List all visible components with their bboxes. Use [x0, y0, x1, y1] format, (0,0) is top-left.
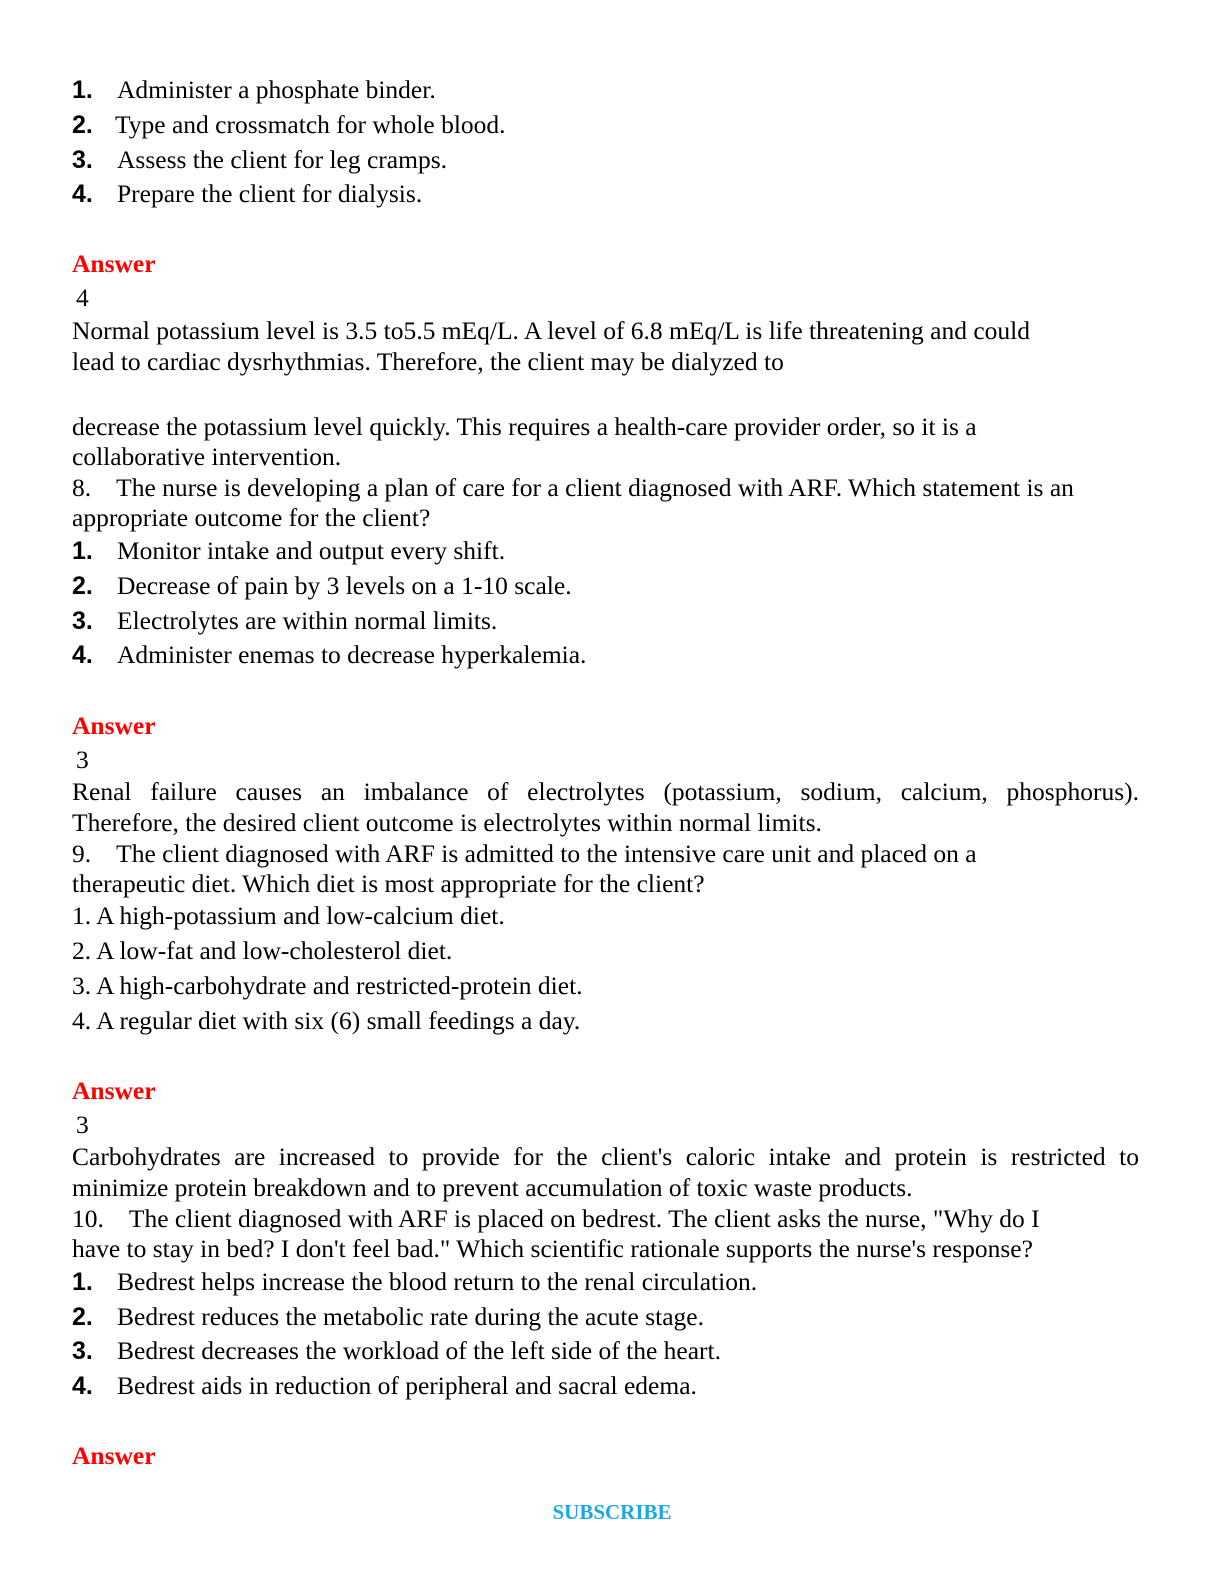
paragraph-line: Normal potassium level is 3.5 to5.5 mEq/L. A level of 6.8 mEq/L is life threatening and could — [72, 316, 1030, 345]
option-text: Administer a phosphate binder. — [117, 75, 436, 104]
option-text: Bedrest decreases the workload of the left side of the heart. — [117, 1336, 721, 1365]
paragraph-line: appropriate outcome for the client? — [72, 503, 431, 532]
paragraph-line: 4. A regular diet with six (6) small feedings a day. — [72, 1006, 581, 1035]
option-number: 3. — [72, 1337, 93, 1365]
paragraph-line: 10. The client diagnosed with ARF is placed on bedrest. The client asks the nurse, "Why do I — [72, 1204, 1040, 1233]
option-number: 2. — [72, 572, 93, 600]
paragraph-line: Renal failure causes an imbalance of electrolytes (potassium, sodium, calcium, phosphorus). — [72, 777, 1139, 806]
option-text: Administer enemas to decrease hyperkalemia. — [117, 640, 587, 669]
paragraph-line: minimize protein breakdown and to prevent accumulation of toxic waste products. — [72, 1173, 913, 1202]
option-number: 1. — [72, 1268, 93, 1296]
answer-value: 3 — [76, 1110, 89, 1139]
option-text: Decrease of pain by 3 levels on a 1-10 scale. — [117, 571, 572, 600]
option-text: Monitor intake and output every shift. — [117, 536, 506, 565]
paragraph-line: 8. The nurse is developing a plan of care for a client diagnosed with ARF. Which statement is an — [72, 473, 1074, 502]
option-number: 3. — [72, 146, 93, 174]
option-number: 4. — [72, 1372, 93, 1400]
subscribe-link[interactable]: SUBSCRIBE — [552, 1500, 672, 1524]
option-number: 1. — [72, 537, 93, 565]
paragraph-line: lead to cardiac dysrhythmias. Therefore, the client may be dialyzed to — [72, 347, 784, 376]
paragraph-line: have to stay in bed? I don't feel bad." Which scientific rationale supports the nurse's response? — [72, 1234, 1033, 1263]
answer-value: 4 — [76, 283, 89, 312]
paragraph-line: 9. The client diagnosed with ARF is admitted to the intensive care unit and placed on a — [72, 839, 977, 868]
paragraph-line: decrease the potassium level quickly. This requires a health-care provider order, so it is a — [72, 412, 977, 441]
option-text: Assess the client for leg cramps. — [117, 145, 447, 174]
paragraph-line: 1. A high-potassium and low-calcium diet. — [72, 901, 505, 930]
paragraph-line: 3. A high-carbohydrate and restricted-protein diet. — [72, 971, 583, 1000]
option-number: 2. — [72, 111, 93, 139]
option-number: 4. — [72, 180, 93, 208]
paragraph-line: collaborative intervention. — [72, 442, 342, 471]
answer-value: 3 — [76, 745, 89, 774]
option-text: Prepare the client for dialysis. — [117, 179, 423, 208]
paragraph-line: 2. A low-fat and low-cholesterol diet. — [72, 936, 453, 965]
answer-heading: Answer — [72, 1441, 156, 1470]
option-text: Bedrest reduces the metabolic rate during the acute stage. — [117, 1302, 704, 1331]
option-text: Electrolytes are within normal limits. — [117, 606, 498, 635]
option-number: 4. — [72, 641, 93, 669]
paragraph-line: Therefore, the desired client outcome is electrolytes within normal limits. — [72, 808, 822, 837]
paragraph-line: Carbohydrates are increased to provide for the client's caloric intake and protein is restricted to — [72, 1142, 1139, 1171]
option-number: 3. — [72, 607, 93, 635]
paragraph-line: therapeutic diet. Which diet is most appropriate for the client? — [72, 869, 705, 898]
answer-heading: Answer — [72, 711, 156, 740]
option-text: Bedrest aids in reduction of peripheral and sacral edema. — [117, 1371, 697, 1400]
option-number: 2. — [72, 1303, 93, 1331]
option-text: Type and crossmatch for whole blood. — [115, 110, 506, 139]
option-text: Bedrest helps increase the blood return to the renal circulation. — [117, 1267, 758, 1296]
option-number: 1. — [72, 76, 93, 104]
answer-heading: Answer — [72, 249, 156, 278]
answer-heading: Answer — [72, 1076, 156, 1105]
